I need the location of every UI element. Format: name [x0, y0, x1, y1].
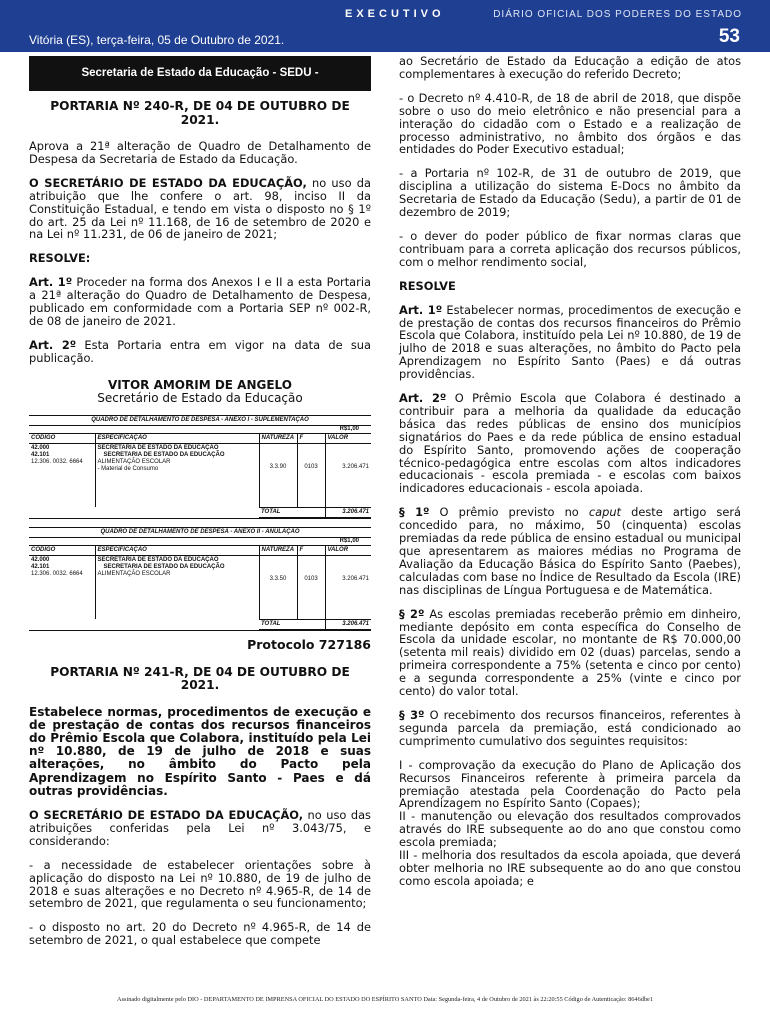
paragraph-3 [399, 709, 741, 748]
article-text: Proceder na forma dos Anexos I e II a esta Portaria a 21ª alteração do Quadro de Detalhamento de Despesa, publicado em conformidade com a Portaria SEP nº 002-R, de 08 de janeiro de 2021. [29, 275, 371, 328]
portaria-241-art1 [399, 304, 741, 381]
paragraph-text: deste artigo será concedido para, no máximo, 50 (cinquenta) escolas premiadas da rede pública de ensino estadual ou municipal que apresentarem as maiores médias no Programa de Avaliação da Educação Básica do Espírito Santo (Paebes), calculadas com base no Índice de Resultado da Escola (IRE) nas disciplinas de Língua Portuguesa e de Matemática. [399, 505, 742, 597]
qdd-col-header: ESPECIFICAÇÃO [95, 434, 259, 444]
qdd-total-value: 3.206.471 [325, 507, 371, 517]
preamble-lead: O SECRETÁRIO DE ESTADO DA EDUCAÇÃO, [29, 808, 304, 823]
qdd-header-row [29, 546, 371, 556]
qdd-col-header: NATUREZA [259, 546, 297, 556]
header-band [0, 0, 770, 52]
authentication-footer: Assinado digitalmente pelo DIO - DEPARTAMENTO DE IMPRENSA OFICIAL DO ESTADO DO ESPÍRITO SANTO Data: Segunda-feira, 4 de Outubro de 2021 às 22:20:55 Código de Autenticação: 8646dbe1 [117, 996, 653, 1003]
consideration-1: - a necessidade de estabelecer orientações sobre à aplicação do disposto na Lei nº 10.880, de 19 de julho de 2018 e suas alterações e no Decreto nº 4.965-R, de 14 de setembro de 2021, que regulamenta o seu funcionamento; [29, 857, 371, 911]
right-column [399, 55, 741, 899]
qdd-unit: R$1,00 [29, 426, 371, 434]
qdd-total-row [29, 619, 371, 629]
qdd-code-line: 42.000 [31, 444, 50, 451]
qdd-code-line: 42.000 [31, 556, 50, 563]
article-lead: Art. 2º [29, 337, 77, 352]
qdd-total-label: TOTAL [259, 507, 325, 517]
portaria-241-art2 [399, 392, 741, 495]
qdd-code-cell [29, 555, 95, 619]
preamble-text: no uso das atribuições conferidas pela Lei nº 3.043/75, e considerando: [29, 808, 371, 848]
qdd-spec-line: - Material de Consumo [97, 465, 159, 472]
qdd-fonte: 0103 [297, 443, 325, 507]
qdd-spec-line: SECRETARIA DE ESTADO DA EDUCAÇÃO [97, 444, 219, 451]
qdd-code-cell [29, 443, 95, 507]
paragraph-text: O recebimento dos recursos financeiros, referentes à segunda parcela da premiação, está condicionado ao cumprimento cumulativo dos seguintes requisitos: [399, 707, 741, 748]
qdd-grid [29, 434, 371, 518]
paragraph-2 [399, 608, 741, 698]
qdd-title: QUADRO DE DETALHAMENTO DE DESPESA - ANEXO II - ANULAÇÃO [29, 528, 371, 538]
qdd-natureza: 3.3.50 [259, 555, 297, 619]
paragraph-lead: § 3º [399, 707, 425, 722]
portaria-240-ementa: Aprova a 21ª alteração de Quadro de Detalhamento de Despesa da Secretaria de Estado da Educação. [29, 139, 371, 166]
paragraph-1 [399, 506, 741, 596]
consideration-2: - o disposto no art. 20 do Decreto nº 4.965-R, de 14 de setembro de 2021, o qual estabelece que compete [29, 920, 371, 948]
qdd-total-label: TOTAL [259, 619, 325, 629]
qdd-natureza: 3.3.90 [259, 443, 297, 507]
qdd-spec-cell [95, 443, 259, 507]
qdd-col-header: ESPECIFICAÇÃO [95, 546, 259, 556]
signer-role: Secretário de Estado da Educação [97, 390, 303, 405]
paragraph-text: As escolas premiadas receberão prêmio em dinheiro, mediante depósito em conta específica do Conselho de Escola da unidade escolar, no montante de R$ 70.000,00 (setenta mil reais) dividido em 02 (duas) parcelas, sendo a primeira correspondente a 75% (setenta e cinco por cento) e a segunda correspondente a 25% (vinte e cinco por cento) do valor total. [399, 606, 741, 699]
qdd-spec-line: SECRETARIA DE ESTADO DA EDUCAÇÃO [103, 563, 225, 570]
qdd-valor: 3.206.471 [342, 575, 369, 582]
right-paragraph-4: - o dever do poder público de fixar normas claras que contribuam para a correta aplicação dos recursos públicos, com o melhor rendimento social, [399, 228, 741, 269]
issue-date: Vitória (ES), terça-feira, 05 de Outubro de 2021. [29, 33, 285, 47]
resolve-heading: RESOLVE: [29, 251, 91, 266]
qdd-title: QUADRO DE DETALHAMENTO DE DESPESA - ANEXO I - SUPLEMENTAÇÃO [29, 416, 371, 426]
section-label: EXECUTIVO [345, 8, 445, 20]
qdd-table-anexo-2 [29, 527, 371, 631]
article-text: O Prêmio Escola que Colabora é destinado a contribuir para a melhoria da qualidade da educação básica das redes públicas de ensino dos municípios signatários do Paes e da rede pública de ensino estadual do Espírito Santo, promovendo ações de cooperação técnico-pedagógica entre escolas com altos indicadores educacionais - escola premiada - e escolas com baixos indicadores educacionais - escola apoiada. [399, 391, 741, 496]
qdd-col-header: F [297, 546, 325, 556]
qdd-code-line: 12.306. 0032. 6664 [31, 570, 83, 577]
article-lead: Art. 1º [399, 302, 443, 317]
protocol-number: Protocolo 727186 [247, 636, 371, 652]
portaria-241-title: PORTARIA Nº 241-R, DE 04 DE OUTUBRO DE 2021. [50, 664, 350, 693]
qdd-spec-line: ALIMENTAÇÃO ESCOLAR [97, 570, 171, 577]
qdd-total-value: 3.206.471 [325, 619, 371, 629]
qdd-spec-line: ALIMENTAÇÃO ESCOLAR [97, 458, 171, 465]
qdd-spec-line: SECRETARIA DE ESTADO DA EDUCAÇÃO [97, 556, 219, 563]
qdd-code-line: 12.306. 0032. 6664 [31, 458, 83, 465]
qdd-col-header: NATUREZA [259, 434, 297, 444]
portaria-241-preamble [29, 809, 371, 848]
qdd-code-line: 42.101 [31, 451, 50, 458]
requirement-1: I - comprovação da execução do Plano de Aplicação dos Recursos Financeiros referente à primeira parcela da premiação atestada pela Coordenação do Pacto pela Aprendizagem no Espírito Santo (Copaes); [399, 757, 741, 811]
qdd-grid [29, 546, 371, 630]
article-lead: Art. 2º [399, 391, 447, 406]
portaria-240-title: PORTARIA Nº 240-R, DE 04 DE OUTUBRO DE 2021. [50, 99, 350, 127]
department-banner: Secretaria de Estado da Educação - SEDU - [29, 56, 371, 91]
article-lead: Art. 1º [29, 275, 73, 290]
qdd-unit: R$1,00 [29, 538, 371, 546]
right-paragraph-3: - a Portaria nº 102-R, de 31 de outubro de 2019, que disciplina a utilização do sistema E-Docs no âmbito da Secretaria de Estado da Educação (Sedu), a partir de 01 de dezembro de 2019; [399, 166, 741, 220]
preamble-lead: O SECRETÁRIO DE ESTADO DA EDUCAÇÃO, [29, 175, 307, 190]
article-text: Esta Portaria entra em vigor na data de sua publicação. [29, 337, 371, 365]
qdd-col-header: F [297, 434, 325, 444]
qdd-fonte: 0103 [297, 555, 325, 619]
page-number: 53 [718, 26, 740, 47]
portaria-241-ementa: Estabelece normas, procedimentos de execução e de prestação de contas dos recursos financeiros do Prêmio Escola que Colabora, instituído pela Lei nº 10.880, de 19 de julho de 2018 e suas alterações, no âmbito do Pacto pela Aprendizagem no Espírito Santo - Paes e dá outras providências. [29, 704, 371, 798]
qdd-col-header: CÓDIGO [29, 546, 95, 556]
requirement-2: II - manutenção ou elevação dos resultados comprovados através do IRE subsequente ao do ano que constou como escola premiada; [399, 809, 741, 850]
qdd-table-anexo-1 [29, 415, 371, 519]
qdd-col-header: CÓDIGO [29, 434, 95, 444]
qdd-col-header: VALOR [325, 546, 371, 556]
resolve-heading: RESOLVE [399, 278, 456, 293]
qdd-col-header: VALOR [325, 434, 371, 444]
qdd-body-row [29, 443, 371, 507]
article-text: Estabelecer normas, procedimentos de execução e de prestação de contas dos recursos financeiros do Prêmio Escola que Colabora, instituído pela Lei nº 10.880, de 19 de julho de 2018 e suas alterações, no âmbito do Pacto pela Aprendizagem no Espírito Santo (Paes) e dá outras providências. [399, 302, 741, 382]
portaria-240-art1 [29, 276, 371, 328]
preamble-text: no uso da atribuição que lhe confere o art. 98, inciso II da Constituição Estadual, e tendo em vista o disposto no § 1º do art. 25 da Lei nº 11.168, de 16 de setembro de 2020 e na Lei nº 11.231, de 06 de janeiro de 2021; [29, 175, 371, 242]
qdd-code-line: 42.101 [31, 563, 50, 570]
caput-term: caput [588, 505, 622, 520]
qdd-body-row [29, 555, 371, 619]
portaria-240-art2 [29, 339, 371, 365]
paragraph-text: O prêmio previsto no [429, 505, 589, 520]
right-paragraph-2: - o Decreto nº 4.410-R, de 18 de abril de 2018, que dispõe sobre o uso do meio eletrônico e não presencial para a interação do cidadão com o Estado e a realização de processo administrativo, no âmbito dos órgãos e das entidades do Poder Executivo estadual; [399, 90, 741, 157]
paragraph-lead: § 2º [399, 606, 425, 621]
qdd-spec-line: SECRETARIA DE ESTADO DA EDUCAÇÃO [103, 451, 225, 458]
journal-name: DIÁRIO OFICIAL DOS PODERES DO ESTADO [493, 9, 742, 20]
right-paragraph-1: ao Secretário de Estado da Educação a edição de atos complementares à execução do referido Decreto; [399, 54, 741, 81]
requirement-3: III - melhoria dos resultados da escola apoiada, que deverá obter melhoria no IRE subsequente ao do ano que constou como escola apoiada; e [399, 848, 741, 888]
qdd-header-row [29, 434, 371, 444]
paragraph-lead: § 1º [399, 505, 430, 520]
portaria-240-preamble [29, 177, 371, 242]
qdd-total-row [29, 507, 371, 517]
left-column [29, 56, 371, 958]
signer-name: VITOR AMORIM DE ANGELO [108, 377, 292, 392]
qdd-valor: 3.206.471 [342, 463, 369, 470]
qdd-spec-cell [95, 555, 259, 619]
